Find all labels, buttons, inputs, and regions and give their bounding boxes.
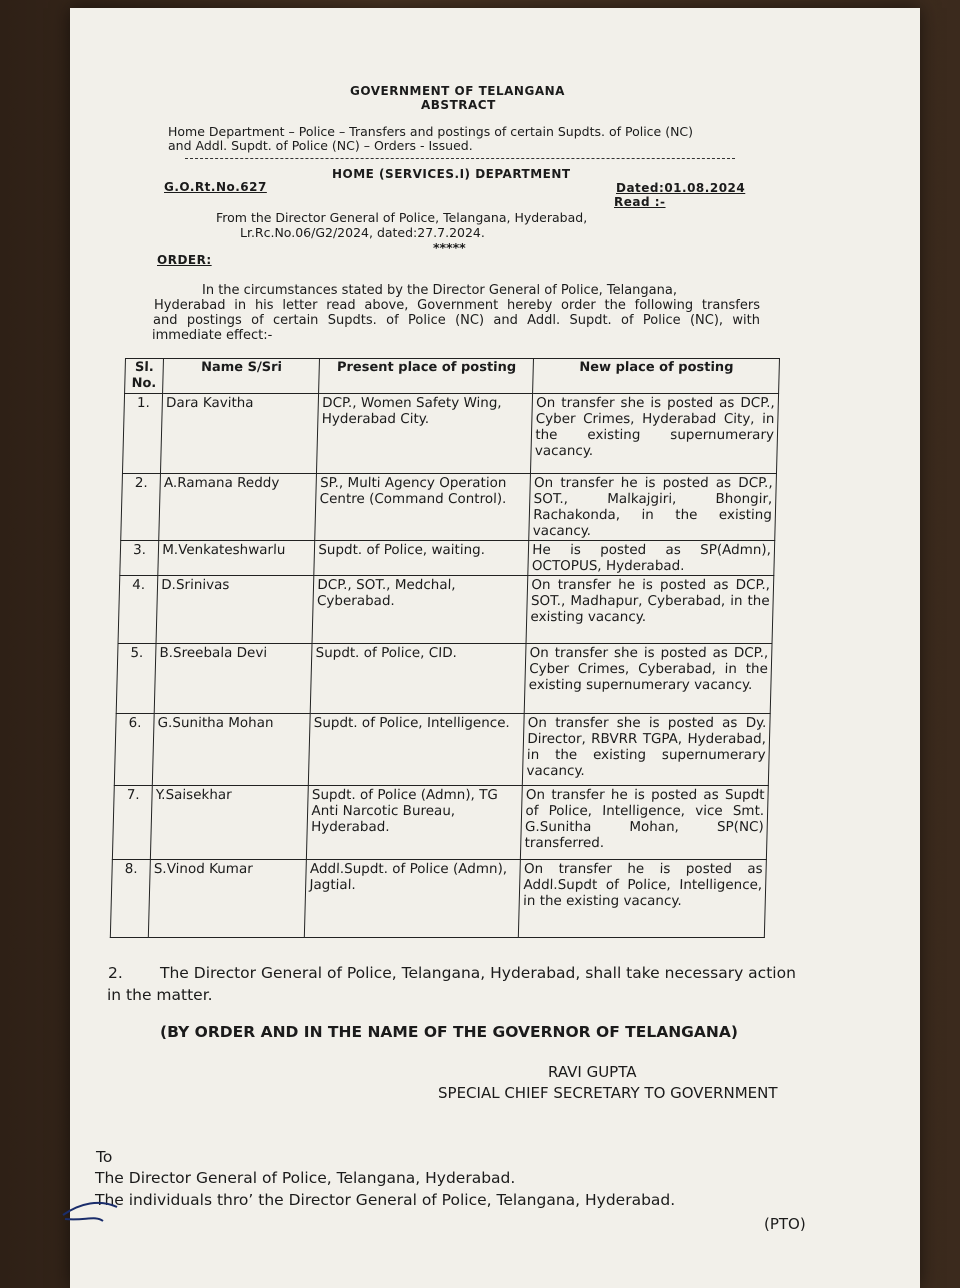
row-name: Dara Kavitha <box>161 394 319 474</box>
row-new-posting: On transfer she is posted as DCP., Cyber Crimes, Cyberabad, in the existing supernumerary vacancy. <box>525 644 773 714</box>
table-row <box>110 860 766 938</box>
row-new-posting: On transfer he is posted as DCP., SOT., Madhapur, Cyberabad, in the existing vacancy. <box>526 576 773 644</box>
header-new-posting: New place of posting <box>533 359 780 394</box>
subject-line-2: and Addl. Supdt. of Police (NC) – Orders - Issued. <box>168 138 473 153</box>
row-present-posting: Supdt. of Police, waiting. <box>314 541 529 576</box>
header-present-posting: Present place of posting <box>319 359 534 394</box>
row-present-posting: DCP., SOT., Medchal, Cyberabad. <box>312 576 528 644</box>
order-para-line-1: In the circumstances stated by the Director General of Police, Telangana, <box>202 283 677 298</box>
transfers-table <box>110 358 780 938</box>
row-new-posting: On transfer he is posted as Addl.Supdt of Police, Intelligence, in the existing vacancy. <box>519 860 767 938</box>
row-sl: 6. <box>114 714 154 786</box>
distribution-line-2: The individuals thro’ the Director General of Police, Telangana, Hyderabad. <box>95 1191 676 1209</box>
table-row <box>118 576 774 644</box>
row-present-posting: Supdt. of Police, CID. <box>311 644 527 714</box>
order-para-line-4: immediate effect:- <box>152 328 273 343</box>
row-new-posting: He is posted as SP(Admn), OCTOPUS, Hyderabad. <box>528 541 775 576</box>
row-name: D.Srinivas <box>156 576 314 644</box>
row-sl: 5. <box>116 644 156 714</box>
table-row <box>121 474 777 541</box>
row-present-posting: Supdt. of Police, Intelligence. <box>309 714 525 786</box>
abstract-heading: ABSTRACT <box>421 98 496 112</box>
table-row <box>116 644 772 714</box>
row-present-posting: Addl.Supdt. of Police (Admn), Jagtial. <box>305 860 521 938</box>
header-name: Name S/Sri <box>163 359 320 394</box>
row-name: M.Venkateshwarlu <box>158 541 315 576</box>
para2-line-1: The Director General of Police, Telangana, Hyderabad, shall take necessary action <box>160 964 796 982</box>
row-present-posting: SP., Multi Agency Operation Centre (Command Control). <box>315 474 531 541</box>
subject-line-1: Home Department – Police – Transfers and postings of certain Supdts. of Police (NC) <box>168 124 694 139</box>
row-sl: 3. <box>120 541 159 576</box>
row-present-posting: DCP., Women Safety Wing, Hyderabad City. <box>317 394 533 474</box>
department-heading: HOME (SERVICES.I) DEPARTMENT <box>332 167 571 181</box>
dated: Dated:01.08.2024 <box>616 181 746 195</box>
go-number: G.O.Rt.No.627 <box>164 180 267 194</box>
signatory-title: SPECIAL CHIEF SECRETARY TO GOVERNMENT <box>438 1084 778 1102</box>
row-name: Y.Saisekhar <box>151 786 309 860</box>
document-page <box>70 8 920 1288</box>
row-present-posting: Supdt. of Police (Admn), TG Anti Narcotic Bureau, Hyderabad. <box>307 786 523 860</box>
row-name: S.Vinod Kumar <box>149 860 307 938</box>
table-row <box>122 394 778 474</box>
reference-line-1: From the Director General of Police, Telangana, Hyderabad, <box>216 210 588 225</box>
order-para-line-3: and postings of certain Supdts. of Police (NC) and Addl. Supdt. of Police (NC), with <box>153 313 760 328</box>
para2-line-2: in the matter. <box>107 986 213 1004</box>
para2-number: 2. <box>108 964 123 982</box>
row-new-posting: On transfer she is posted as Dy. Director, RBVRR TGPA, Hyderabad, in the existing supernumerary vacancy. <box>523 714 771 786</box>
pto-label: (PTO) <box>764 1215 806 1233</box>
row-sl: 8. <box>110 860 150 938</box>
row-sl: 2. <box>121 474 161 541</box>
order-heading: ORDER: <box>157 253 212 267</box>
row-sl: 4. <box>118 576 158 644</box>
stars-separator: ***** <box>433 240 466 255</box>
row-new-posting: On transfer he is posted as DCP., SOT., Malkajgiri, Bhongir, Rachakonda, in the existing vacancy. <box>529 474 776 541</box>
government-heading: GOVERNMENT OF TELANGANA <box>350 84 565 98</box>
order-para-line-2: Hyderabad in his letter read above, Government hereby order the following transfers <box>154 298 760 313</box>
governor-order-line: (BY ORDER AND IN THE NAME OF THE GOVERNOR OF TELANGANA) <box>160 1023 738 1041</box>
distribution-line-1: The Director General of Police, Telangana, Hyderabad. <box>95 1169 516 1187</box>
row-name: A.Ramana Reddy <box>159 474 317 541</box>
row-sl: 7. <box>112 786 152 860</box>
row-new-posting: On transfer she is posted as DCP., Cyber Crimes, Hyderabad City, in the existing supernumerary vacancy. <box>531 394 779 474</box>
reference-line-2: Lr.Rc.No.06/G2/2024, dated:27.7.2024. <box>240 225 485 240</box>
distribution-to: To <box>96 1148 113 1166</box>
header-sl-no: Sl. No. <box>125 359 164 394</box>
table-row <box>112 786 768 860</box>
table-row <box>120 541 775 576</box>
signatory-name: RAVI GUPTA <box>548 1063 637 1081</box>
pen-mark-icon <box>55 1193 145 1233</box>
table-row <box>114 714 770 786</box>
row-name: G.Sunitha Mohan <box>153 714 311 786</box>
divider-line <box>185 158 735 159</box>
row-name: B.Sreebala Devi <box>154 644 312 714</box>
table-header-row <box>125 359 780 394</box>
read-label: Read :- <box>614 195 666 209</box>
row-sl: 1. <box>122 394 162 474</box>
row-new-posting: On transfer he is posted as Supdt of Police, Intelligence, vice Smt. G.Sunitha Mohan, SP(NC) transferred. <box>521 786 769 860</box>
